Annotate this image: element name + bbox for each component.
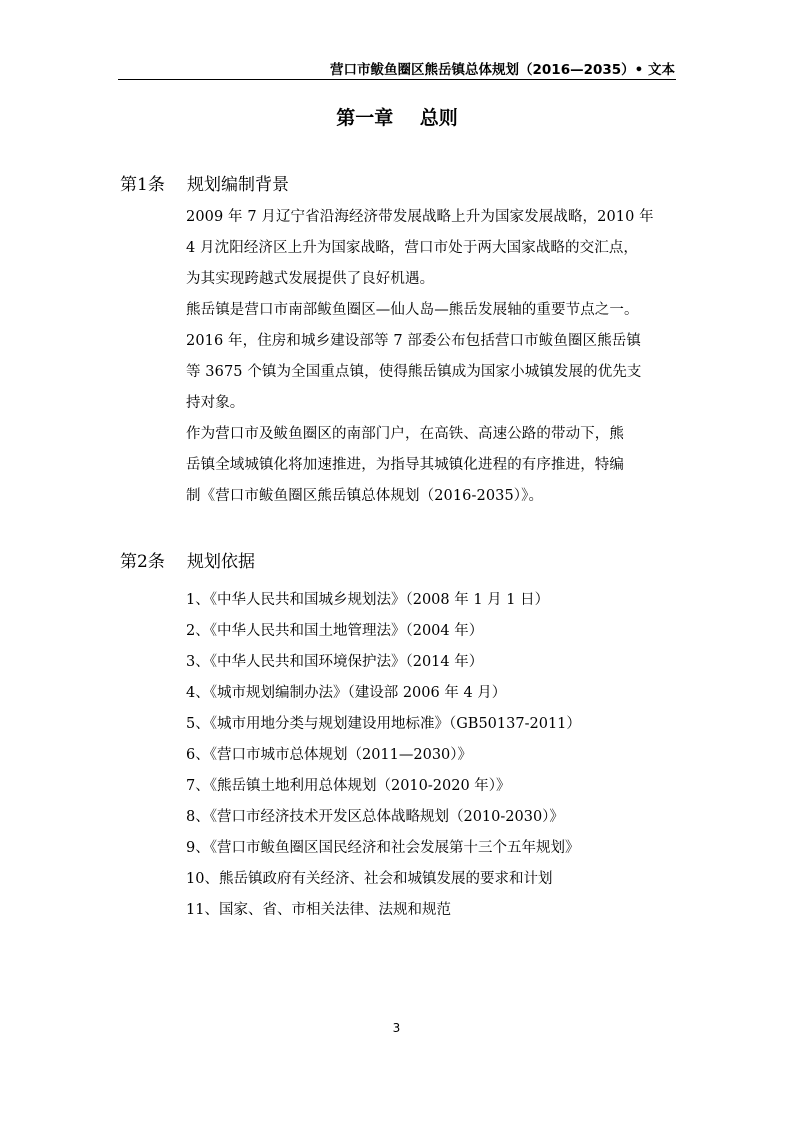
basis-list — [186, 585, 581, 926]
paragraph-line: 作为营口市及鲅鱼圈区的南部门户，在高铁、高速公路的带动下，熊 — [186, 426, 624, 442]
paragraph — [186, 419, 686, 512]
list-item: 4、《城市规划编制办法》（建设部 2006 年 4 月） — [186, 685, 507, 701]
list-item: 2、《中华人民共和国土地管理法》（2004 年） — [186, 623, 484, 639]
page-number: 3 — [392, 1021, 401, 1035]
list-item: 10、熊岳镇政府有关经济、社会和城镇发展的要求和计划 — [186, 871, 553, 887]
article-title: 规划编制背景 — [187, 175, 289, 195]
list-item: 11、国家、省、市相关法律、法规和规范 — [186, 902, 451, 918]
list-item: 1、《中华人民共和国城乡规划法》（2008 年 1 月 1 日） — [186, 592, 550, 608]
paragraph-line: 4 月沈阳经济区上升为国家战略，营口市处于两大国家战略的交汇点， — [186, 240, 639, 256]
list-item: 7、《熊岳镇土地利用总体规划（2010-2020 年）》 — [186, 778, 511, 794]
paragraph-line: 熊岳镇是营口市南部鲅鱼圈区—仙人岛—熊岳发展轴的重要节点之一。 — [186, 302, 639, 318]
paragraph-line: 制《营口市鲅鱼圈区熊岳镇总体规划（2016-2035）》。 — [186, 488, 544, 504]
paragraph — [186, 295, 686, 419]
list-item: 6、《营口市城市总体规划（2011—2030）》 — [186, 747, 473, 763]
list-item: 3、《中华人民共和国环境保护法》（2014 年） — [186, 654, 484, 670]
list-item: 8、《营口市经济技术开发区总体战略规划（2010-2030）》 — [186, 809, 564, 825]
paragraph-line: 2016 年，住房和城乡建设部等 7 部委公布包括营口市鲅鱼圈区熊岳镇 — [186, 333, 641, 349]
paragraph-line: 等 3675 个镇为全国重点镇，使得熊岳镇成为国家小城镇发展的优先支 — [186, 364, 642, 380]
list-item: 9、《营口市鲅鱼圈区国民经济和社会发展第十三个五年规划》 — [186, 840, 580, 856]
article-number: 第2条 — [120, 552, 165, 572]
paragraph-line: 2009 年 7 月辽宁省沿海经济带发展战略上升为国家发展战略，2010 年 — [186, 209, 654, 225]
running-header: 营口市鲅鱼圈区熊岳镇总体规划（2016—2035）• 文本 — [330, 62, 675, 78]
paragraph-line: 为其实现跨越式发展提供了良好机遇。 — [186, 271, 435, 287]
article-number: 第1条 — [120, 175, 165, 195]
header-rule — [118, 79, 676, 80]
paragraph-line: 持对象。 — [186, 395, 245, 411]
article-heading — [120, 170, 289, 195]
paragraph — [186, 202, 686, 295]
article-title: 规划依据 — [187, 552, 255, 572]
article-heading — [120, 547, 255, 572]
paragraph-line: 岳镇全域城镇化将加速推进，为指导其城镇化进程的有序推进，特编 — [186, 457, 624, 473]
chapter-title: 第一章 总则 — [336, 107, 458, 129]
list-item: 5、《城市用地分类与规划建设用地标准》（GB50137-2011） — [186, 716, 581, 732]
